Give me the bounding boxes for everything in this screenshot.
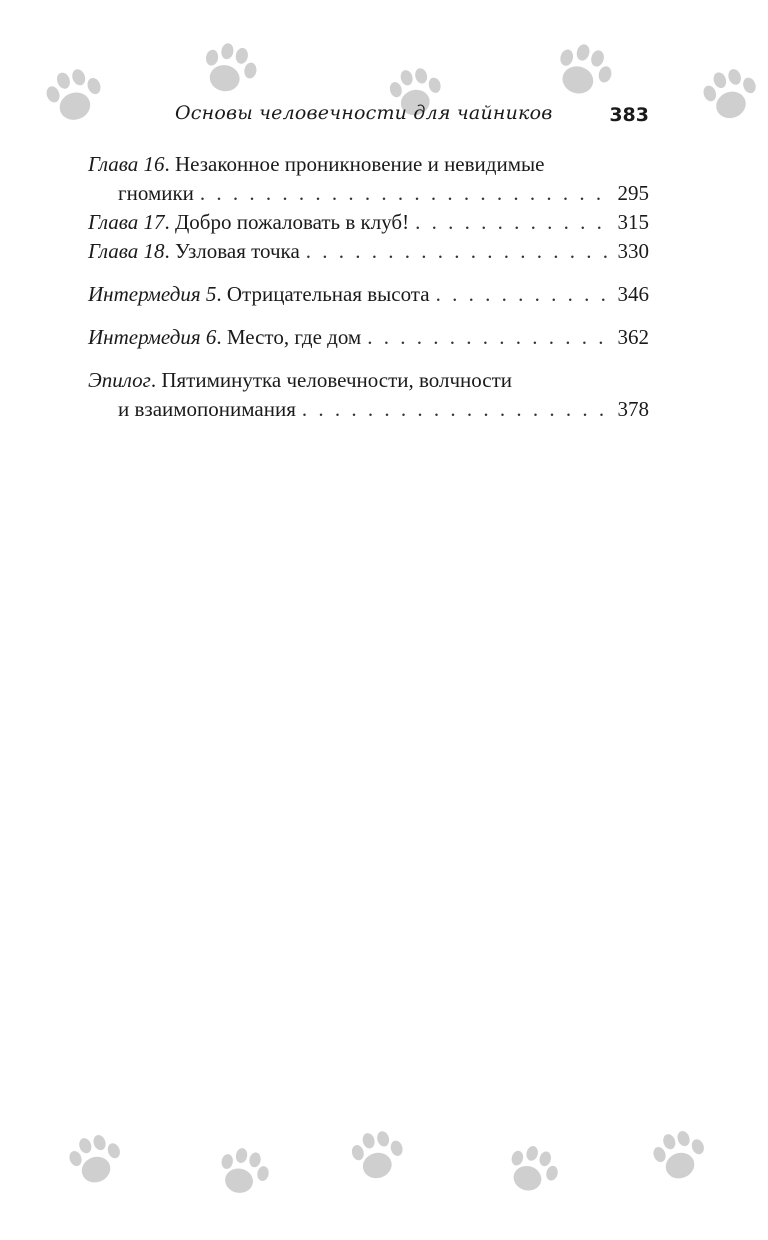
toc-entry-title: Место, где дом [226, 325, 362, 349]
toc-entry-title-continued: и взаимопонимания [118, 397, 296, 421]
toc-entry-title: Незаконное проникновение и невидимые [174, 152, 545, 176]
paw-print-icon [212, 1143, 277, 1206]
paw-print-icon [195, 37, 264, 105]
paw-print-icon [344, 1122, 415, 1191]
toc-entry-epilogue: Эпилог . Пятиминутка человечности, волчности и взаимопонимания . . . 378 [88, 366, 649, 424]
toc-entry-label: Глава 16 [88, 152, 165, 176]
paw-print-icon [547, 37, 622, 109]
toc-entry-label: Эпилог [88, 368, 151, 392]
toc-entry-label: Глава 17 [88, 210, 165, 234]
toc-entry-chapter-16: Глава 16 . Незаконное проникновение и невидимые гномики . . . 295 [88, 150, 649, 208]
toc-entry-page: 315 [617, 210, 649, 234]
bottom-paw-decoration [0, 1125, 768, 1205]
toc-entry-page: 362 [617, 325, 649, 349]
paw-print-icon [37, 59, 115, 135]
dot-leader [415, 208, 611, 237]
toc-entry-title: Узловая точка [174, 239, 300, 263]
toc-entry-label: Интермедия 6 [88, 325, 217, 349]
toc-entry-page: 295 [617, 181, 649, 205]
toc-entry-page: 378 [617, 397, 649, 421]
paw-print-icon [644, 1121, 718, 1193]
page-number: 383 [609, 104, 649, 126]
paw-print-icon [60, 1125, 134, 1197]
dot-leader [367, 323, 611, 352]
toc-entry-chapter-17: Глава 17 . Добро пожаловать в клуб! . . . 315 [88, 208, 649, 237]
toc-entry-intermedia-5: Интермедия 5 . Отрицательная высота . . . 346 [88, 280, 649, 309]
toc-entry-intermedia-6: Интермедия 6 . Место, где дом . . . 362 [88, 323, 649, 352]
running-head [175, 102, 649, 136]
toc-entry-page: 330 [617, 239, 649, 263]
toc-entry-label: Глава 18 [88, 239, 165, 263]
toc-entry-title: Отрицательная высота [226, 282, 430, 306]
dot-leader [302, 395, 612, 424]
toc-entry-page: 346 [617, 282, 649, 306]
toc-entry-label: Интермедия 5 [88, 282, 217, 306]
paw-print-icon [499, 1139, 567, 1206]
toc-entry-chapter-18: Глава 18 . Узловая точка . . . 330 [88, 237, 649, 266]
running-title: Основы человечности для чайников [175, 102, 553, 124]
toc-entry-title: Пятиминутка человечности, волчности [161, 368, 513, 392]
toc-entry-title-continued: гномики [118, 181, 194, 205]
paw-print-icon [694, 59, 768, 132]
dot-leader [436, 280, 612, 309]
toc-entry-title: Добро пожаловать в клуб! [174, 210, 410, 234]
dot-leader [200, 179, 612, 208]
dot-leader [306, 237, 612, 266]
table-of-contents [88, 150, 649, 424]
